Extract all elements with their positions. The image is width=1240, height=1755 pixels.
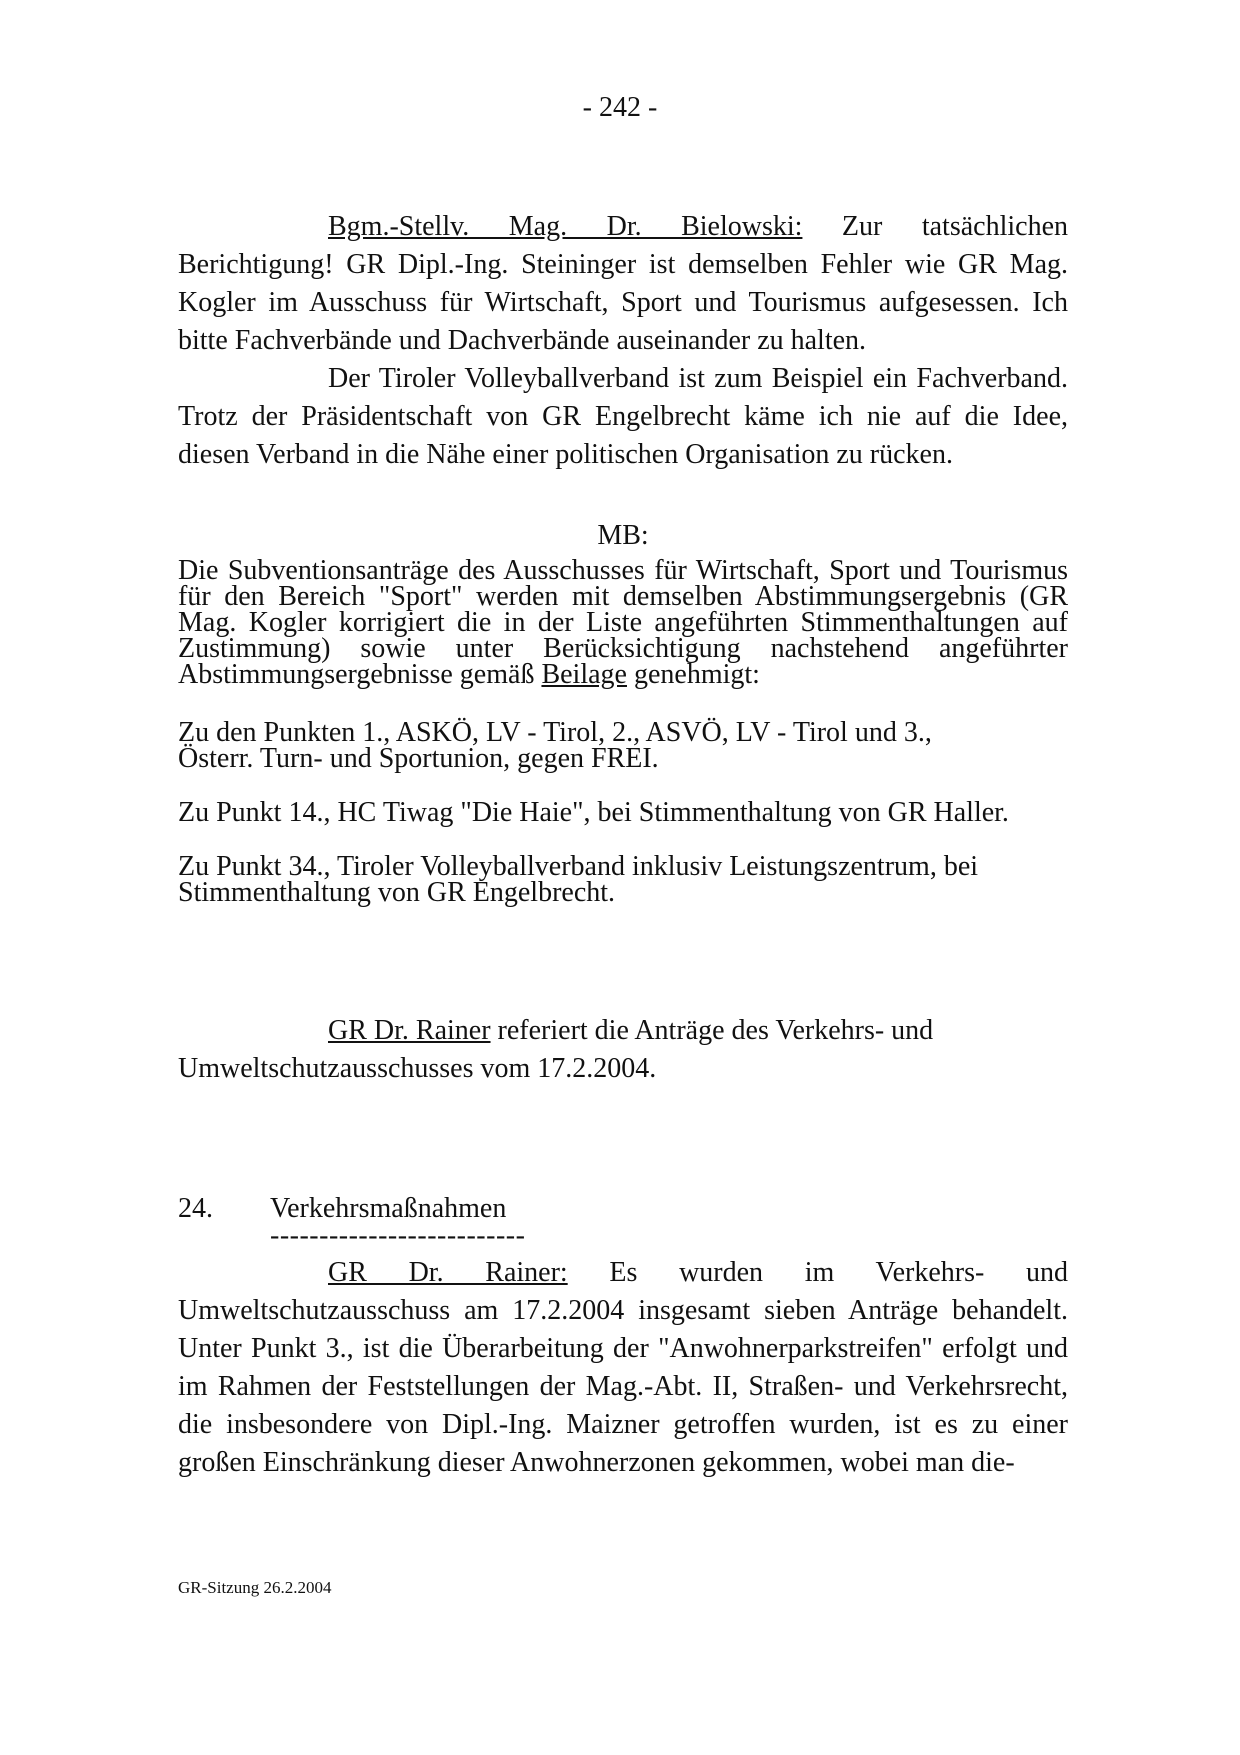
speaker-rainer: GR Dr. Rainer [328,1015,491,1046]
rainer-speech-text [178,1254,1068,1482]
resolution-block [178,555,1068,690]
resolution-text-end: genehmigt: [626,659,760,690]
page-number: - 242 - [582,92,658,123]
speaker-rainer-speech: GR Dr. Rainer: [328,1257,568,1288]
footer-session-date: GR-Sitzung 26.2.2004 [178,1578,332,1597]
mb-heading: MB: [597,520,649,551]
rainer-speech-body: Es wurden im Verkehrs- und Umweltschutzausschuss am 17.2.2004 insgesamt sieben Anträge behandelt. Unter Punkt 3., ist die Überarbeitung der "Anwohnerparkstreifen" erfolgt und im Rahmen der Feststellungen der Mag.-Abt. II, Straßen- und Verkehrsrecht, die insbesondere von Dipl.-Ing. Maizner getroffen wurden, ist es zu einer großen Einschränkung dieser Anwohnerzonen gekommen, wobei man die- [178,1257,1068,1478]
vote-point-34 [178,851,1038,908]
rainer-speech [178,1254,1068,1482]
beilage-link[interactable]: Beilage [541,659,627,690]
vote-point-text: Zu Punkt 14., HC Tiwag "Die Haie", bei Stimmenthaltung von GR Haller. [178,797,1009,828]
agenda-item-number: 24. [178,1193,213,1224]
vote-point-1 [178,717,948,774]
rainer-introduction [178,1012,1058,1088]
resolution-text-main: Die Subventionsanträge des Ausschusses für Wirtschaft, Sport und Tourismus für den Bereich "Sport" werden mit demselben Abstimmungsergebnis (GR Mag. Kogler korrigiert die in der Liste angeführten Stimmenthaltungen auf Zustimmung) sowie unter Berücksichtigung nachstehend angeführter Abstimmungsergebnisse gemäß [178,555,1068,690]
statement-bielowski [178,208,1068,474]
paragraph-volleyball [178,360,1068,474]
rainer-intro-text [178,1012,1058,1088]
agenda-item-title: Verkehrsmaßnahmen [270,1193,507,1224]
paragraph-correction [178,208,1068,360]
resolution-text [178,555,1068,690]
correction-text: Zur tatsächlichen Berichtigung! GR Dipl.-Ing. Steininger ist demselben Fehler wie GR Mag. Kogler im Ausschuss für Wirtschaft, Sport und Tourismus aufgesessen. Ich bitte Fachverbände und Dachverbände auseinander zu halten. [178,211,1068,356]
agenda-item-underline: -------------------------- [270,1220,526,1251]
speaker-bielowski: Bgm.-Stellv. Mag. Dr. Bielowski: [328,211,803,242]
vote-point-text: Zu den Punkten 1., ASKÖ, LV - Tirol, 2., ASVÖ, LV - Tirol und 3., Österr. Turn- und Sportunion, gegen FREI. [178,717,932,774]
vote-point-text: Zu Punkt 34., Tiroler Volleyballverband inklusiv Leistungszentrum, bei Stimmenthaltung von GR Engelbrecht. [178,851,979,908]
volleyball-text: Der Tiroler Volleyballverband ist zum Beispiel ein Fachverband. Trotz der Präsidentschaft von GR Engelbrecht käme ich nie auf die Idee, diesen Verband in die Nähe einer politischen Organisation zu rücken. [178,363,1068,470]
agenda-item [178,1192,1068,1251]
rainer-intro-body: referiert die Anträge des Verkehrs- und Umweltschutzausschusses vom 17.2.2004. [178,1015,934,1084]
vote-point-14 [178,797,1068,828]
